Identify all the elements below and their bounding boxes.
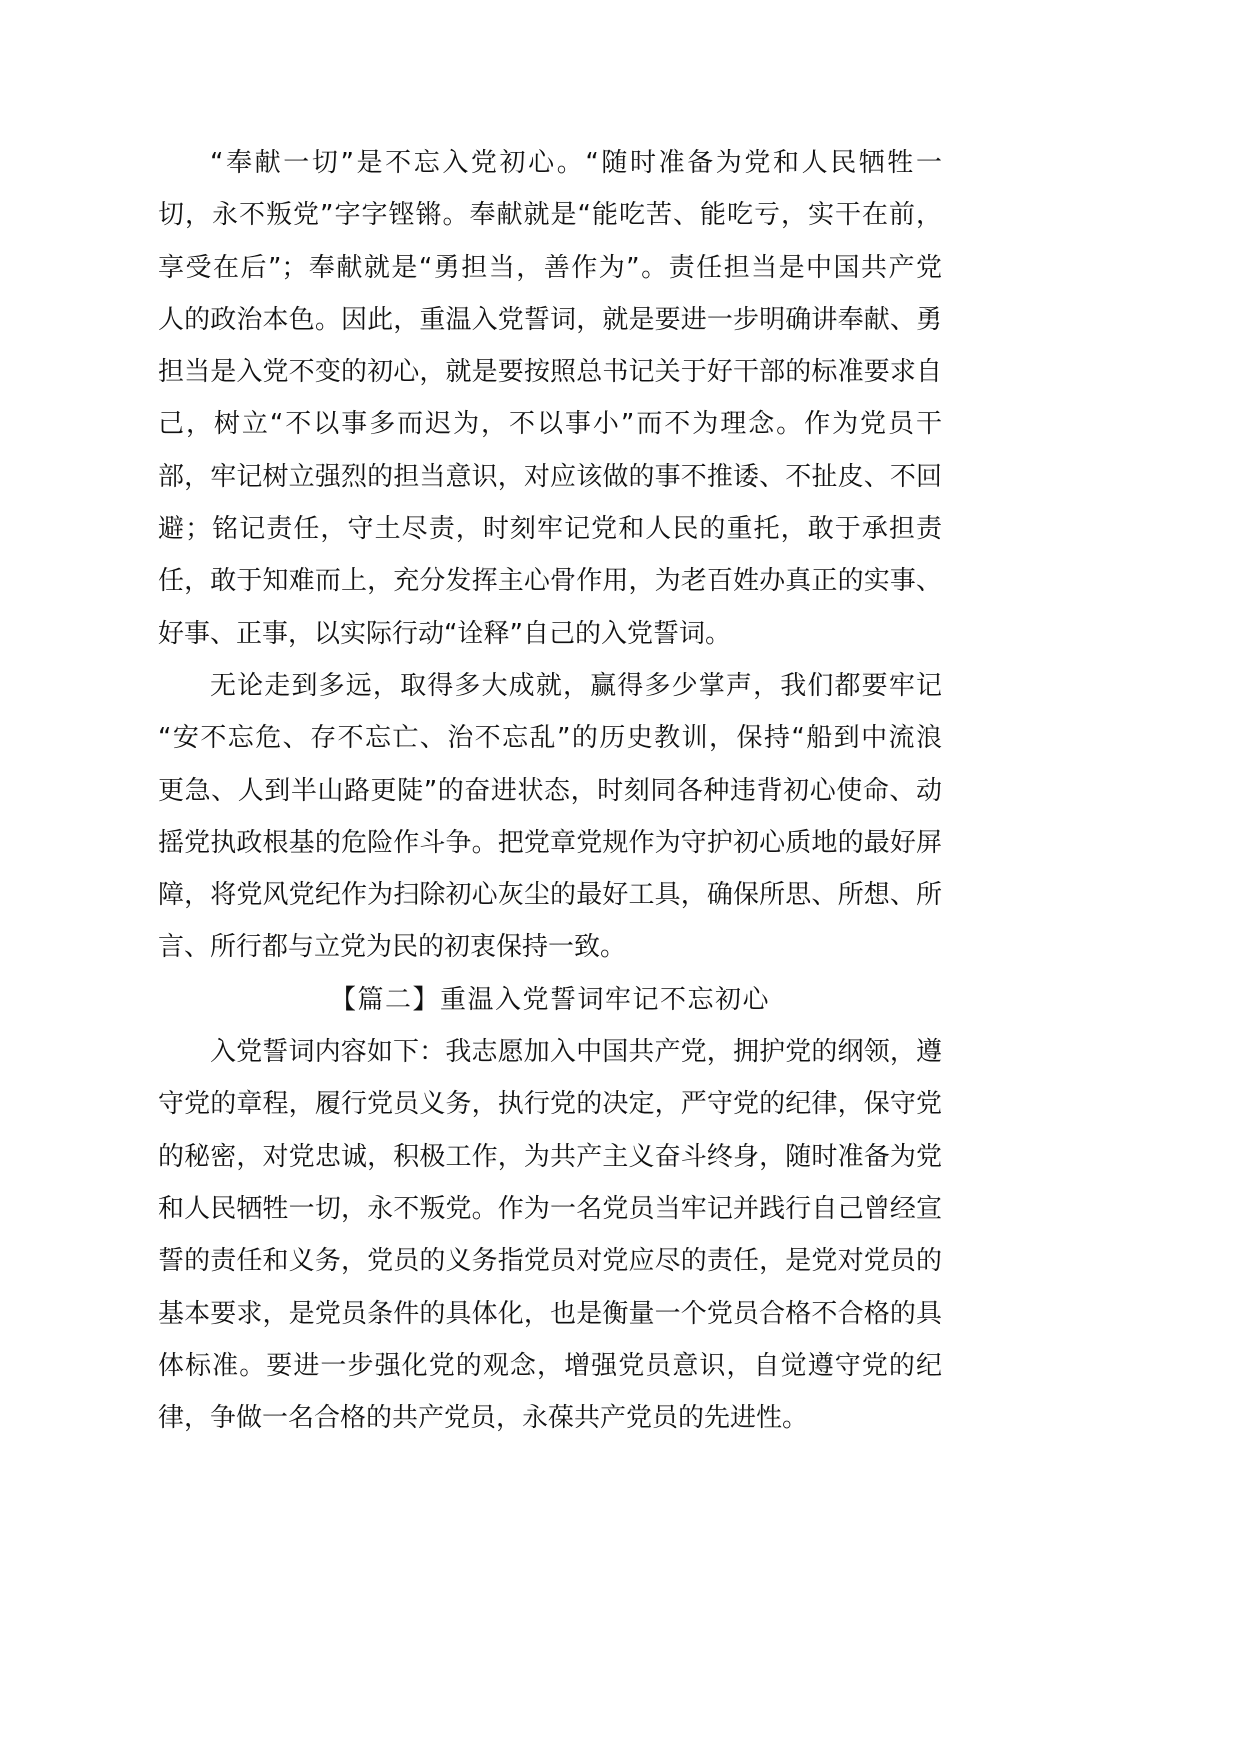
paragraph-line: 和人民牺牲一切，永不叛党。作为一名党员当牢记并践行自己曾经宣 <box>158 1193 942 1224</box>
paragraph-line: 守党的章程，履行党员义务，执行党的决定，严守党的纪律，保守党 <box>158 1089 942 1120</box>
paragraph-line: 更急、人到半山路更陡”的奋进状态，时刻同各种违背初心使命、动 <box>158 775 942 806</box>
paragraph-3 <box>158 1026 942 1444</box>
paragraph-line: 言、所行都与立党为民的初衷保持一致。 <box>158 932 627 963</box>
document-body <box>158 137 942 1444</box>
paragraph-line: 部，牢记树立强烈的担当意识，对应该做的事不推诿、不扯皮、不回 <box>158 461 942 492</box>
paragraph-line: 律，争做一名合格的共产党员，永葆共产党员的先进性。 <box>158 1403 809 1434</box>
paragraph-line: 好事、正事，以实际行动“诠释”自己的入党誓词。 <box>158 618 731 649</box>
paragraph-line: “安不忘危、存不忘亡、治不忘乱”的历史教训，保持“船到中流浪 <box>158 723 942 754</box>
paragraph-line: “奉献一切”是不忘入党初心。“随时准备为党和人民牺牲一 <box>210 148 942 178</box>
paragraph-line: 人的政治本色。因此，重温入党誓词，就是要进一步明确讲奉献、勇 <box>158 304 942 335</box>
paragraph-line: 体标准。要进一步强化党的观念，增强党员意识，自觉遵守党的纪 <box>158 1350 942 1381</box>
paragraph-line: 障，将党风党纪作为扫除初心灰尘的最好工具，确保所思、所想、所 <box>158 880 942 911</box>
paragraph-line: 切，永不叛党”字字铿锵。奉献就是“能吃苦、能吃亏，实干在前， <box>158 200 942 231</box>
paragraph-line: 誓的责任和义务，党员的义务指党员对党应尽的责任，是党对党员的 <box>158 1246 942 1277</box>
paragraph-line: 担当是入党不变的初心，就是要按照总书记关于好干部的标准要求自 <box>158 357 942 388</box>
paragraph-line: 基本要求，是党员条件的具体化，也是衡量一个党员合格不合格的具 <box>158 1298 942 1329</box>
section-heading: 【篇二】重温入党誓词牢记不忘初心 <box>329 984 770 1015</box>
paragraph-line: 的秘密，对党忠诚，积极工作，为共产主义奋斗终身，随时准备为党 <box>158 1141 942 1172</box>
paragraph-line: 己，树立“不以事多而迟为，不以事小”而不为理念。作为党员干 <box>158 409 942 440</box>
paragraph-line: 无论走到多远，取得多大成就，赢得多少掌声，我们都要牢记 <box>210 670 942 701</box>
paragraph-line: 任，敢于知难而上，充分发挥主心骨作用，为老百姓办真正的实事、 <box>158 566 942 597</box>
paragraph-1 <box>158 137 942 660</box>
paragraph-line: 入党誓词内容如下：我志愿加入中国共产党，拥护党的纲领，遵 <box>210 1037 942 1068</box>
paragraph-line: 避；铭记责任，守土尽责，时刻牢记党和人民的重托，敢于承担责 <box>158 514 942 545</box>
paragraph-line: 享受在后”；奉献就是“勇担当，善作为”。责任担当是中国共产党 <box>158 252 942 283</box>
paragraph-line: 摇党执政根基的危险作斗争。把党章党规作为守护初心质地的最好屏 <box>158 827 942 858</box>
paragraph-2 <box>158 660 942 974</box>
